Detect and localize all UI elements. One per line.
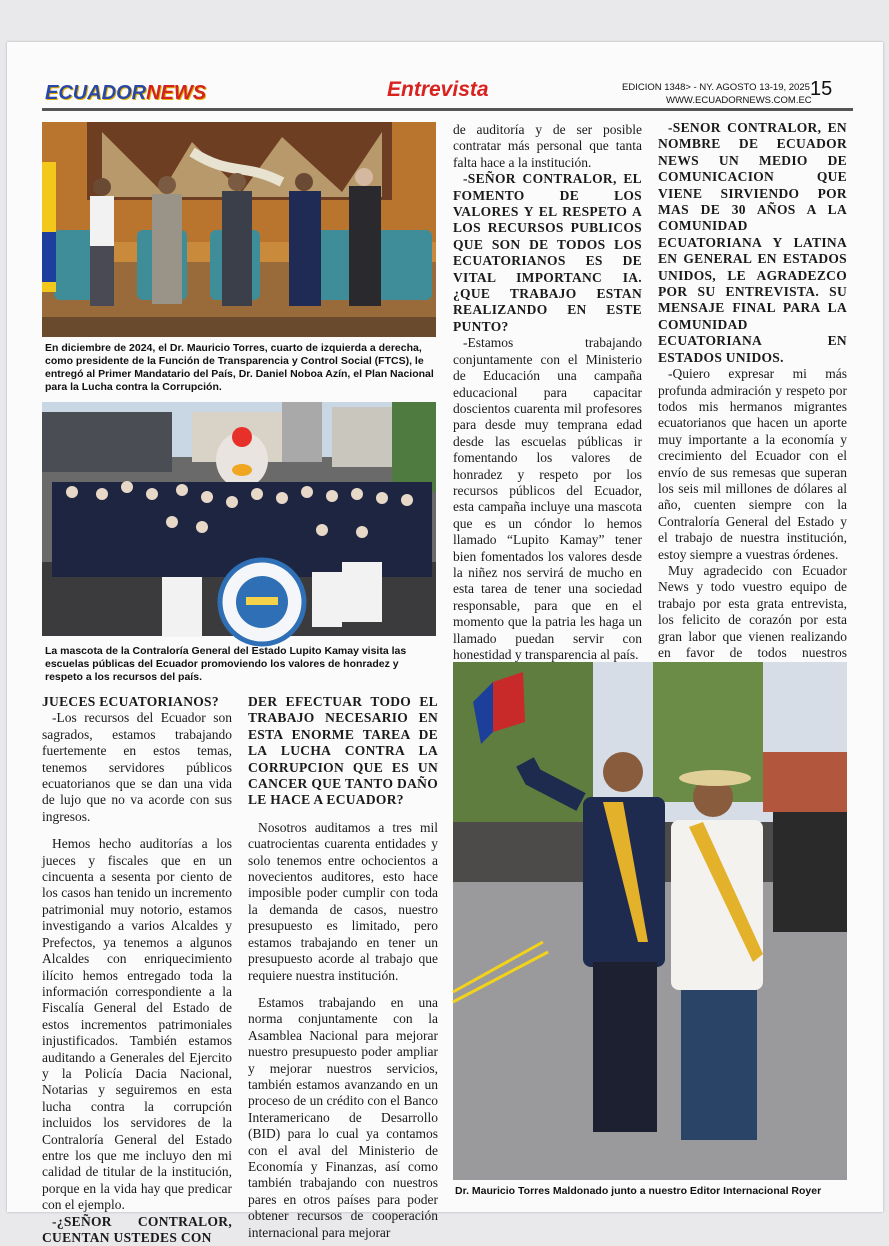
newspaper-page	[7, 42, 883, 1245]
interview-paragraph: Muy agradecido con Ecuador News y todo vuestro equipo de trabajo por esta grata entrevista, los felicito de corazón por esta gran labor que vienen realizando en favor de todos nuestros	[658, 562, 847, 660]
edition-date: EDICION 1348> - NY. AGOSTO 13-19, 2025	[622, 82, 810, 93]
ecuador-news-logo	[45, 82, 206, 105]
page-number: 15	[810, 78, 833, 100]
logo-news-text: NEWS	[146, 82, 207, 104]
article-column-bottom-left	[42, 694, 232, 1246]
article-column-top-middle	[453, 122, 642, 663]
interview-question: JUECES ECUATORIANOS?	[42, 694, 219, 709]
mascot-school-photo	[42, 402, 436, 636]
interview-paragraph: Hemos hecho auditorías a los jueces y fiscales que en un cincuenta a sesenta por ciento de los casos han tenido un incremento patrimonial muy notorio, estamos investigando a varios Alcaldes y Prefectos, ya tenemos a algunos Alcaldes con enriquecimiento ilícito hemos entregado toda la información correspondiente a la Fiscalía General del Estado de estos incrementos patrimoniales injustificados. También estamos auditando a Generales del Ejercito y la Policía Dacia Nacional, Notarias y seguiremos en esta lucha contra la corrupción incluidos los servidores de la Contraloría General del Estado entre los que me incluyo den mi calidad de titular de la institución, porque en la vida hay que predicar con el ejemplo.	[42, 836, 232, 1213]
header-rule	[42, 108, 853, 111]
section-title: Entrevista	[387, 78, 489, 101]
interview-question: -SEÑOR CONTRALOR, EL FOMENTO DE LOS VALORES Y EL RESPETO A LOS RECURSOS PUBLICOS QUE SON DE TODOS LOS ECUATORIANOS ES DE VITAL IMPORTANC IA. ¿QUE TRABAJO ESTAN REALIZANDO EN ESTE PUNTO?	[453, 171, 642, 334]
interview-paragraph: de auditoría y de ser posible contratar más personal que tanta falta hace a la institución.	[453, 122, 642, 170]
website-url: WWW.ECUADORNEWS.COM.EC	[666, 95, 812, 106]
article-column-top-right	[658, 120, 847, 678]
interview-paragraph: Estamos trabajando en una norma conjuntamente con la Asamblea Nacional para mejorar nuestro presupuesto poder ampliar y mejorar nuestros servicios, también estamos avanzando en un proceso de un crédito con el Banco Interamericano de Desarrollo (BID) para lo cual ya contamos con el aval del Ministerio de Economía y Finanzas, así como también trabajando con nuestros pares en otros países para poder obtener recursos de cooperación internacional para mejorar	[248, 994, 438, 1240]
interview-paragraph: -Estamos trabajando conjuntamente con el Ministerio de Educación una campaña educacional para capacitar doscientos cuarenta mil profesores para desde muy temprana edad desde las escuelas públicas ir fomentando los valores de honradez y respeto por los recursos públicos del Ecuador, esta campaña incluye una mascota que es un cóndor lo hemos llamado “Lupito Kamay” tener bien fomentados los valores desde la niñez nos servirá de mucho en esta tarea de tener una sociedad responsable, para que en el momento que la patria les haga un llamado puedan servir con honestidad y transparencia al país.	[453, 335, 642, 662]
editor-photo-caption: Dr. Mauricio Torres Maldonado junto a nuestro Editor Internacional Royer	[455, 1185, 822, 1197]
interview-paragraph: -Los recursos del Ecuador son sagrados, estamos trabajando fuertemente en estos temas, tenemos servidores públicos ecuatorianos que se dan una vida de lujo que no va acorde con sus ingresos.	[42, 710, 232, 824]
logo-ecuador-text: ECUADOR	[45, 82, 147, 104]
interview-paragraph: -Quiero expresar mi más profunda admiración y respeto por todos mis hermanos migrantes ecuatorianos que hacen un aporte muy importante a la economía y crecimiento del Ecuador con el envío de sus remesas que superan los seis mil millones de dólares al año, cuenten siempre con la Contraloría General del Estado y el trabajo de nuestra institución, estoy siempre a vuestras órdenes.	[658, 366, 847, 562]
ceremony-photo	[42, 122, 436, 337]
mascot-photo-caption: La mascota de la Contraloría General del Estado Lupito Kamay visita las escuelas públicas del Ecuador promoviendo los valores de honradez y respeto a los recursos del país.	[45, 645, 407, 683]
article-column-bottom-middle	[248, 694, 438, 1241]
interview-paragraph: Nosotros auditamos a tres mil cuatrocientas cuarenta entidades y solo tenemos entre ochocientos a novecientos auditores, esto hace imposible poder cumplir con toda la demanda de casos, nuestro presupuesto es limitado, pero estamos trabajando en tener un presupuesto acorde al trabajo que requiere nuestra institución.	[248, 819, 438, 983]
edition-info	[622, 81, 812, 107]
editor-contralor-photo	[453, 662, 847, 1180]
ceremony-photo-caption: En diciembre de 2024, el Dr. Mauricio Torres, cuarto de izquierda a derecha, como presidente de la Función de Transparencia y Control Social (FTCS), le entregó al Primer Mandatario del País, Dr. Daniel Noboa Azín, el Plan Nacional para la Lucha contra la Corrupción.	[45, 342, 434, 393]
interview-question: -¿SEÑOR CONTRALOR, CUENTAN USTEDES CON	[42, 1213, 232, 1245]
interview-question: DER EFECTUAR TODO EL TRABAJO NECESARIO EN ESTA ENORME TAREA DE LA LUCHA CONTRA LA CORRUPCION QUE ES UN CANCER QUE TANTO DAÑO LE HACE A ECUADOR?	[248, 694, 438, 808]
interview-question: -SENOR CONTRALOR, EN NOMBRE DE ECUADOR NEWS UN MEDIO DE COMUNICACION QUE VIENE SIRVIENDO POR MAS DE 30 AÑOS A LA COMUNIDAD ECUATORIANA Y LATINA EN GENERAL EN ESTADOS UNIDOS, LE AGRADEZCO POR SU ENTREVISTA. SU MENSAJE FINAL PARA LA COMUNIDAD ECUATORIANA EN ESTADOS UNIDOS.	[658, 120, 847, 365]
